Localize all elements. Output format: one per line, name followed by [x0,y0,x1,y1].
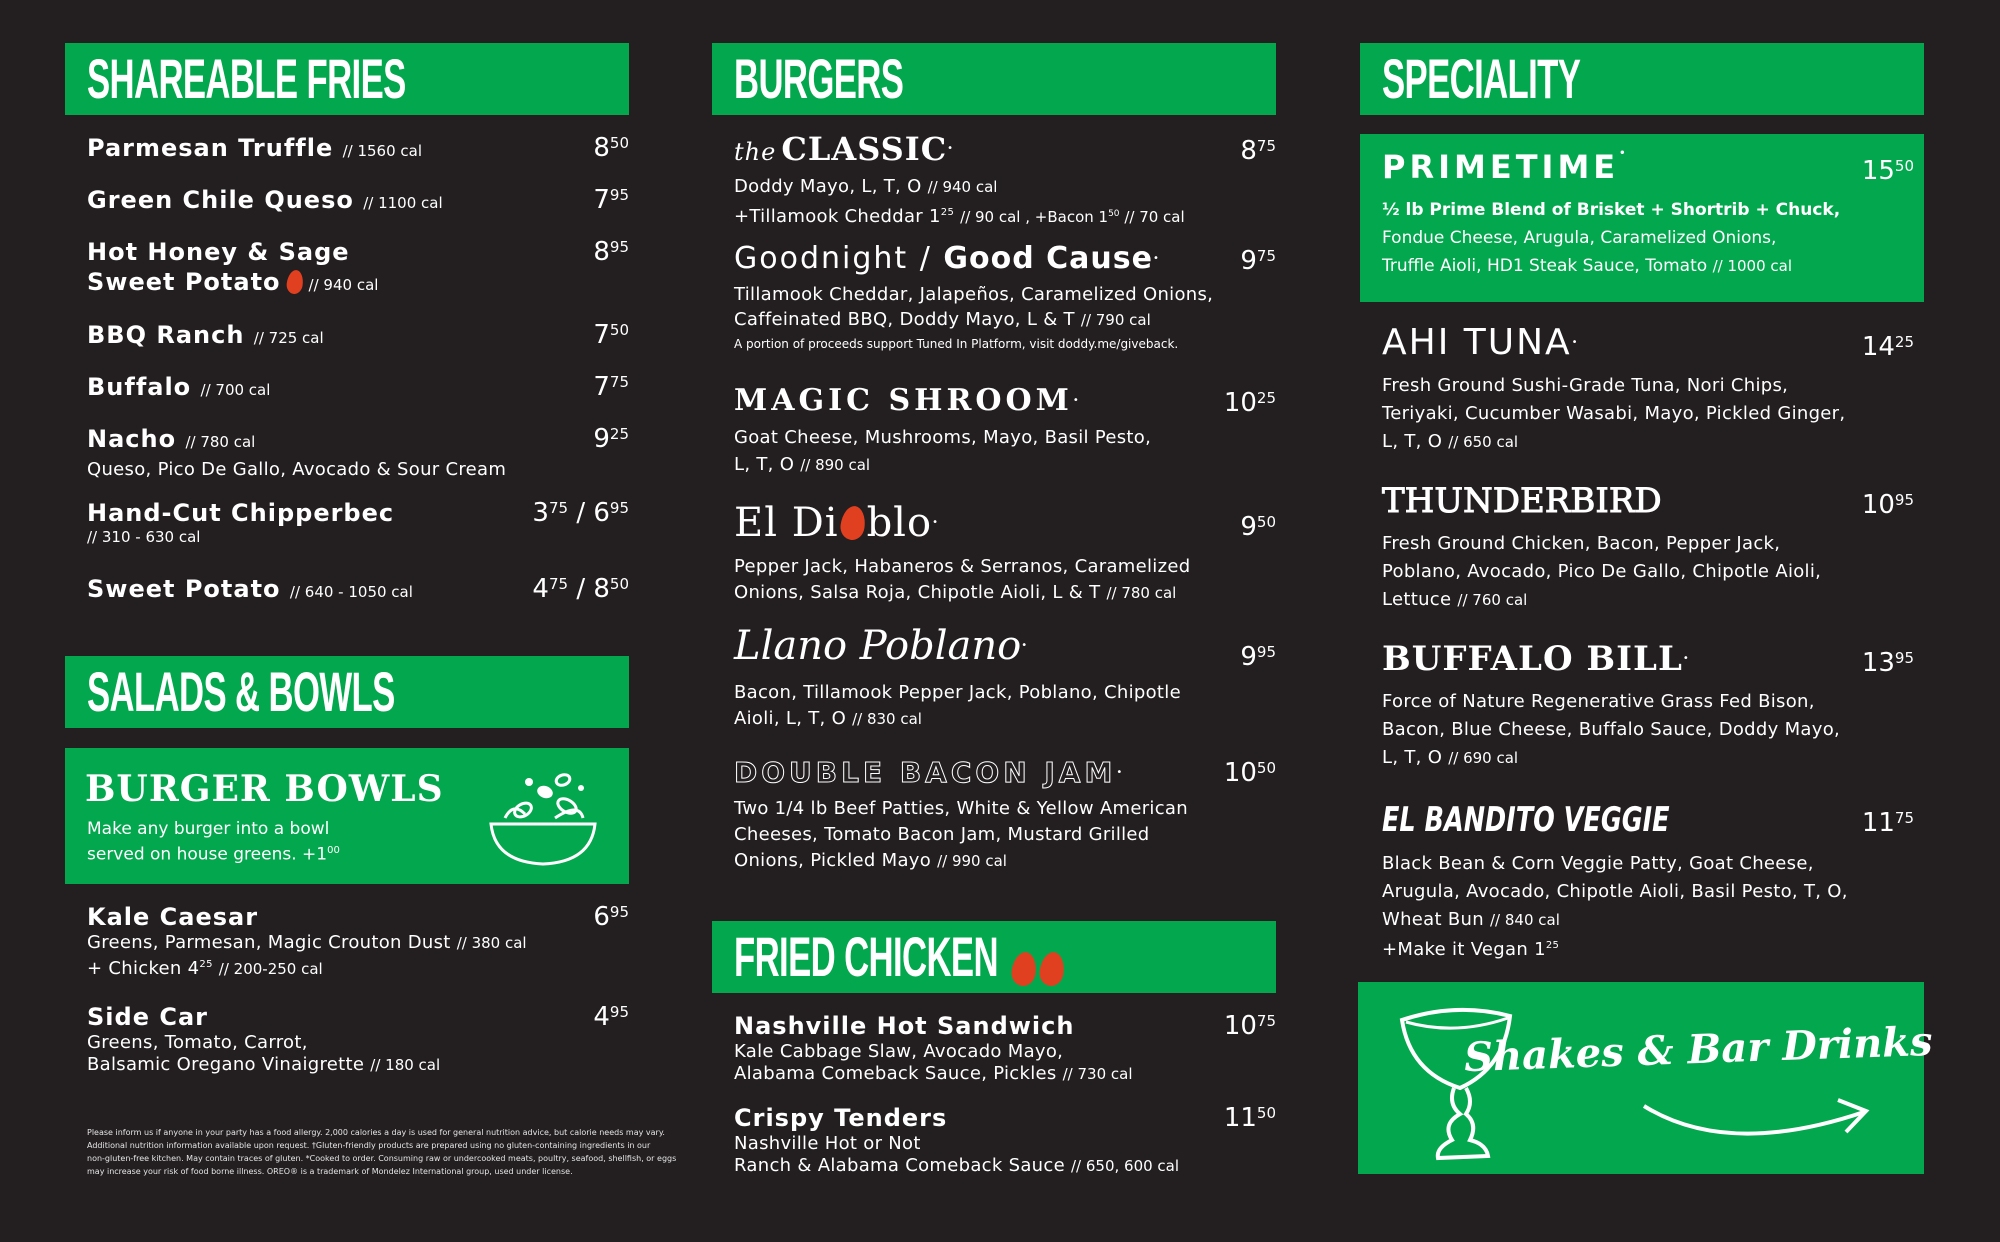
menu-item-hot-honey-sage[interactable]: Hot Honey & Sage Sweet Potato // 940 cal $8^{95}$ [87,237,629,296]
menu-item-sweet-potato[interactable]: Sweet Potato // 640 - 1050 cal $4^{75} / 8^{50}$ [87,574,629,604]
shakes-bar-drinks-label: Shakes & Bar Drinks [1463,1017,1934,1082]
burger-bowls-panel[interactable] [65,748,629,884]
section-header-speciality: SPECIALITY [1360,43,1924,115]
menu-item-nashville-hot-sandwich[interactable]: Nashville Hot Sandwich Kale Cabbage Slaw, Avocado Mayo, Alabama Comeback Sauce, Pickles // 730 cal $10^{75}$ [734,1011,1276,1084]
allergy-fine-print: Please inform us if anyone in your party has a food allergy. 2,000 calories a day is used for general nutrition advice, but calorie needs may vary. Additional nutrition information available upon request. †Gluten-friendly products are prepared using no gluten-containing ingredients in our non-gluten-free kitchen. May contain traces of gluten. *Cooked to order. Consuming raw or undercooked meats, poultry, seafood, shellfish, or eggs may increase your risk of food borne illness. OREO® is a trademark of Mondelez International group, used under license. [87,1128,677,1176]
menu-item-magic-shroom[interactable]: MAGIC SHROOM• Goat Cheese, Mushrooms, Mayo, Basil Pesto, L, T, O // 890 cal $10^{25}$ [734,383,1276,475]
menu-item-llano-poblano[interactable]: Llano Poblano• Bacon, Tillamook Pepper Jack, Poblano, Chipotle Aioli, L, T, O // 830 cal $9^{95}$ [734,623,1276,729]
menu-item-goodnight-good-cause[interactable]: Goodnight / Good Cause• Tillamook Cheddar, Jalapeños, Caramelized Onions, Caffeinated BBQ, Doddy Mayo, L & T // 790 cal A portion of proceeds support Tuned In Platform, visit doddy.me/giveback. $9^{75}$ [734,241,1276,351]
menu-item-parmesan-truffle[interactable]: Parmesan Truffle // 1560 cal $8^{50}$ [87,133,629,163]
burger-bowls-title: BURGER BOWLS [85,768,444,810]
menu-item-nacho[interactable]: Nacho // 780 cal Queso, Pico De Gallo, Avocado & Sour Cream $9^{25}$ [87,424,629,480]
flame-icon [838,504,866,541]
menu-item-kale-caesar[interactable]: Kale Caesar Greens, Parmesan, Magic Crouton Dust // 380 cal + Chicken $4^{25} // 200-250$ cal $6^{95}$ [87,902,629,979]
section-header-fried-chicken: FRIED CHICKEN [712,921,1276,993]
section-header-salads-bowls: SALADS & BOWLS [65,656,629,728]
menu-item-green-chile-queso[interactable]: Green Chile Queso // 1100 cal $7^{95}$ [87,185,629,215]
menu-item-ahi-tuna[interactable]: AHI TUNA• Fresh Ground Sushi-Grade Tuna, Nori Chips, Teriyaki, Cucumber Wasabi, Mayo, Pickled Ginger, L, T, O // 650 cal $14^{25}$ [1382,322,1914,452]
menu-item-double-bacon-jam[interactable]: DOUBLE BACON JAM• Two 1/4 lb Beef Patties, White & Yellow American Cheeses, Tomato Bacon Jam, Mustard Grilled Onions, Pickled Mayo // 990 cal $10^{50}$ [734,756,1276,871]
salad-bowl-icon [483,762,603,872]
menu-item-side-car[interactable]: Side Car Greens, Tomato, Carrot, Balsamic Oregano Vinaigrette // 180 cal $4^{95}$ [87,1002,629,1075]
flame-icon [1038,950,1066,987]
burger-bowls-line1: Make any burger into a bowl [87,819,330,839]
menu-item-bbq-ranch[interactable]: BBQ Ranch // 725 cal $7^{50}$ [87,320,629,350]
menu-item-buffalo-bill[interactable]: BUFFALO BILL• Force of Nature Regenerative Grass Fed Bison, Bacon, Blue Cheese, Buffalo Sauce, Doddy Mayo, L, T, O // 690 cal $13^{95}$ [1382,639,1914,768]
menu-item-el-diablo[interactable]: El Di blo• Pepper Jack, Habaneros & Serranos, Caramelized Onions, Salsa Roja, Chipotle Aioli, L & T // 780 cal $9^{50}$ [734,500,1276,603]
section-header-shareable-fries: SHAREABLE FRIES [65,43,629,115]
flame-icon [1010,950,1038,987]
menu-item-crispy-tenders[interactable]: Crispy Tenders Nashville Hot or Not Ranch & Alabama Comeback Sauce // 650, 600 cal $11^{50}$ [734,1103,1276,1176]
menu-item-the-classic[interactable]: the CLASSIC• Doddy Mayo, L, T, O // 940 cal +Tillamook Cheddar $1^{25} // 90$ cal , +Bacon $1^{50} // 70$ cal $8^{75}$ [734,130,1276,227]
menu-item-primetime[interactable]: PRIMETIME• ½ lb Prime Blend of Brisket + Shortrib + Chuck, Fondue Cheese, Arugula, Caramelized Onions, Truffle Aioli, HD1 Steak Sauce, Tomato // 1000 cal $15^{50}$ [1360,134,1924,302]
arrow-right-icon [1638,1078,1878,1148]
flame-icon [285,269,304,295]
menu-item-thunderbird[interactable]: THUNDERBIRD Fresh Ground Chicken, Bacon, Pepper Jack, Poblano, Avocado, Pico De Gallo, Chipotle Aioli, Lettuce // 760 cal $10^{95}$ [1382,481,1914,610]
menu-item-el-bandito-veggie[interactable]: EL BANDITO VEGGIE Black Bean & Corn Veggie Patty, Goat Cheese, Arugula, Avocado, Chipotle Aioli, Basil Pesto, T, O, Wheat Bun // 840 cal +Make it Vegan $1^{25}$ $11^{75}$ [1382,800,1914,960]
shakes-bar-drinks-link[interactable] [1358,982,1934,1174]
menu-item-hand-cut-chipperbec[interactable]: Hand-Cut Chipperbec // 310 - 630 cal $3^{75} / 6^{95}$ [87,498,629,546]
menu-item-buffalo-fries[interactable]: Buffalo // 700 cal $7^{75}$ [87,372,629,402]
burger-bowls-line2: served on house greens. $+1^{00}$ [87,844,340,865]
section-header-burgers: BURGERS [712,43,1276,115]
